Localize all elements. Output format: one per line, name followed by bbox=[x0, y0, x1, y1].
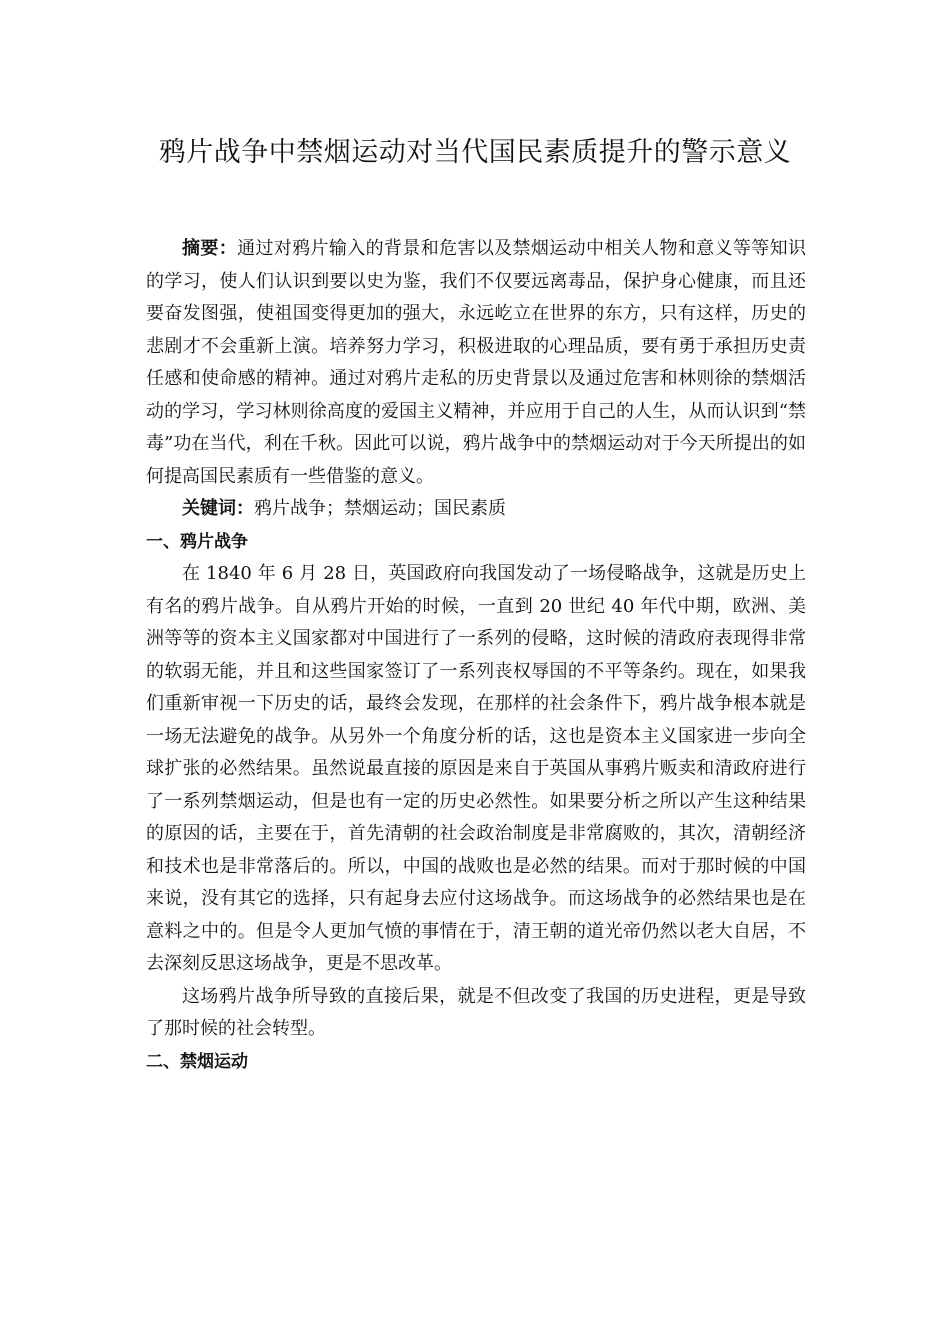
abstract-text: 通过对鸦片输入的背景和危害以及禁烟运动中相关人物和意义等等知识的学习，使人们认识到要以史为鉴，我们不仅要远离毒品，保护身心健康，而且还要奋发图强，使祖国变得更加的强大，永远屹立在世界的东方，只有这样，历史的悲剧才不会重新上演。培养努力学习，积极进取的心理品质，要有勇于承担历史责任感和使命感的精神。通过对鸦片走私的历史背景以及通过危害和林则徐的禁烟活动的学习，学习林则徐高度的爱国主义精神，并应用于自己的人生，从而认识到“禁毒”功在当代，利在千秋。因此可以说，鸦片战争中的禁烟运动对于今天所提出的如何提高国民素质有一些借鉴的意义。 bbox=[146, 238, 806, 487]
abstract-label: 摘要： bbox=[182, 238, 238, 259]
keywords-text: 鸦片战争；禁烟运动；国民素质 bbox=[254, 498, 506, 519]
section-heading-opium-war: 一、鸦片战争 bbox=[146, 531, 248, 552]
keywords-label: 关键词： bbox=[182, 498, 254, 519]
section1-paragraph-2: 这场鸦片战争所导致的直接后果，就是不但改变了我国的历史进程，更是导致了那时候的社会转型。 bbox=[146, 985, 806, 1039]
document-body bbox=[146, 233, 806, 1078]
abstract-paragraph bbox=[146, 233, 806, 493]
keywords-paragraph bbox=[146, 493, 806, 526]
document-title: 鸦片战争中禁烟运动对当代国民素质提升的警示意义 bbox=[158, 137, 792, 168]
section-heading-opium-ban: 二、禁烟运动 bbox=[146, 1051, 248, 1072]
section1-paragraph-1: 在 1840 年 6 月 28 日，英国政府向我国发动了一场侵略战争，这就是历史上有名的鸦片战争。自从鸦片开始的时候，一直到 20 世纪 40 年代中期，欧洲、美洲等等的资本主义国家都对中国进行了一系列的侵略，这时候的清政府表现得非常的软弱无能，并且和这些国家签订了一系列丧权辱国的不平等条约。现在，如果我们重新审视一下历史的话，最终会发现，在那样的社会条件下，鸦片战争根本就是一场无法避免的战争。从另外一个角度分析的话，这也是资本主义国家进一步向全球扩张的必然结果。虽然说最直接的原因是来自于英国从事鸦片贩卖和清政府进行了一系列禁烟运动，但是也有一定的历史必然性。如果要分析之所以产生这种结果的原因的话，主要在于，首先清朝的社会政治制度是非常腐败的，其次，清朝经济和技术也是非常落后的。所以，中国的战败也是必然的结果。而对于那时候的中国来说，没有其它的选择，只有起身去应付这场战争。而这场战争的必然结果也是在意料之中的。但是令人更加气愤的事情在于，清王朝的道光帝仍然以老大自居，不去深刻反思这场战争，更是不思改革。 bbox=[146, 563, 806, 974]
